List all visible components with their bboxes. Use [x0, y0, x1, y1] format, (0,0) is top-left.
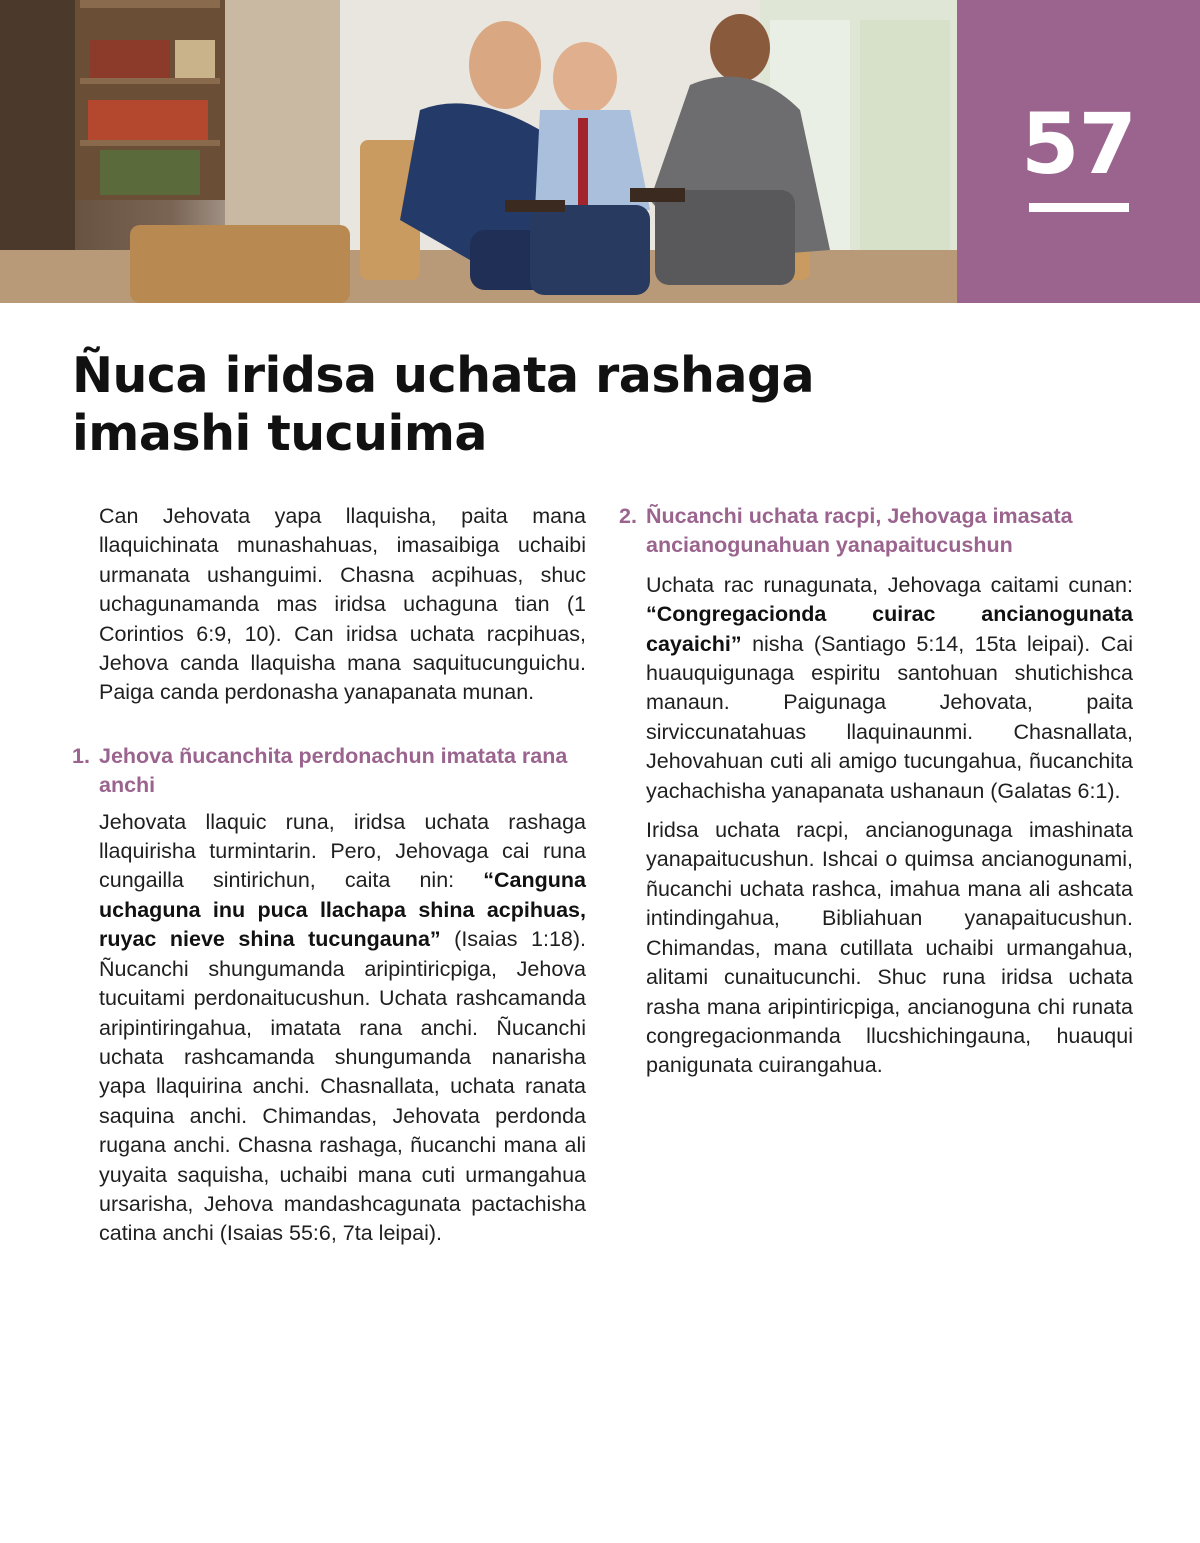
body-text: Uchata rac runagunata, Jehovaga caitami cunan: [646, 572, 1133, 597]
lesson-number-underline [1029, 203, 1129, 212]
section-2-paragraph-2: Iridsa uchata racpi, ancianogunaga imashinata yanapaitucushun. Ishcai o quimsa ancianogunami, ñucanchi uchata rashca, imahua mana ali ashcata intindingahua, Bibliahuan yanapaitucushun. Chimandas, mana cutillata uchaibi urmangahua, alitami cunaitucunchi. Shuc runa iridsa uchata rasha mana aripintiricpiga, ancianoguna chi runata congregacionmanda llucshichingauna, huauqui panigunata cuirangahua. [646, 818, 1133, 1078]
body-text: (Isaias 1:18). Ñucanchi shungumanda aripintiricpiga, Jehova tucuitami perdonaitucushun. Uchata rashcamanda aripintiringahua, imatata rana anchi. Ñucanchi uchata rashcamanda shungumanda nanarisha yapa llaquirina anchi. Chasnallata, uchata ranata saquina anchi. Chimandas, Jehovata perdonda rugana anchi. Chasna rashaga, ñucanchi mana ali yuyaita saquisha, uchaibi mana cuti urmangahua ursarisha, Jehova mandashcagunata pactachisha catina anchi (Isaias 55:6, 7ta leipai). [99, 927, 586, 1246]
section-2-paragraph-1 [646, 571, 1133, 806]
question-text: Jehova ñucanchita perdonachun imatata rana anchi [99, 743, 568, 798]
section-1-paragraph [99, 808, 586, 1249]
lesson-title [72, 347, 972, 463]
intro-paragraph: Can Jehovata yapa llaquisha, paita mana llaquichinata munashahuas, imasaibiga uchaibi urmanata ushanguimi. Chasna acpihuas, shuc uchagunamanda mas iridsa uchaguna tian (1 Corintios 6:9, 10). Can iridsa uchata racpihuas, Jehova canda llaquisha mana saquitucunguichu. Paiga canda perdonasha yanapanata munan. [99, 504, 586, 705]
question-heading-2 [619, 502, 1133, 561]
scripture-quote: “Canguna uchaguna inu puca llachapa shina acpihuas, ruyac nieve shina tucungauna” [99, 868, 586, 952]
body-text: nisha (Santiago 5:14, 15ta leipai). Cai huauquigunaga espiritu santohuan shutichishca manaun. Paigunaga Jehovata, paita sirviccunatahuas llaquinaunmi. Chasnallata, Jehovahuan cuti ali amigo tucungahua, ñucanchita yachachisha yanapanata ushanaun (Galatas 6:1). [646, 631, 1133, 803]
question-number: 1. [72, 743, 90, 768]
question-text: Ñucanchi uchata racpi, Jehovaga imasata ancianogunahuan yanapaitucushun [646, 504, 1073, 558]
body-text: Jehovata llaquic runa, iridsa uchata rashaga llaquirisha turmintarin. Pero, Jehovaga cai runa cungailla sintirichun, caita nin: [99, 809, 586, 893]
question-heading-1 [72, 742, 586, 801]
scripture-quote: “Congregacionda cuirac ancianogunata cayaichi” [646, 602, 1133, 656]
lesson-number: 57 [1021, 95, 1136, 193]
lesson-title-line-2: imashi tucuima [72, 405, 487, 462]
left-column [72, 502, 586, 1249]
lesson-number-tab [957, 0, 1200, 303]
photo-illustration [0, 0, 957, 303]
question-number: 2. [619, 504, 637, 528]
lesson-title-line-1: Ñuca iridsa uchata rashaga [72, 347, 815, 404]
right-column [619, 502, 1133, 1081]
header-photo [0, 0, 957, 303]
